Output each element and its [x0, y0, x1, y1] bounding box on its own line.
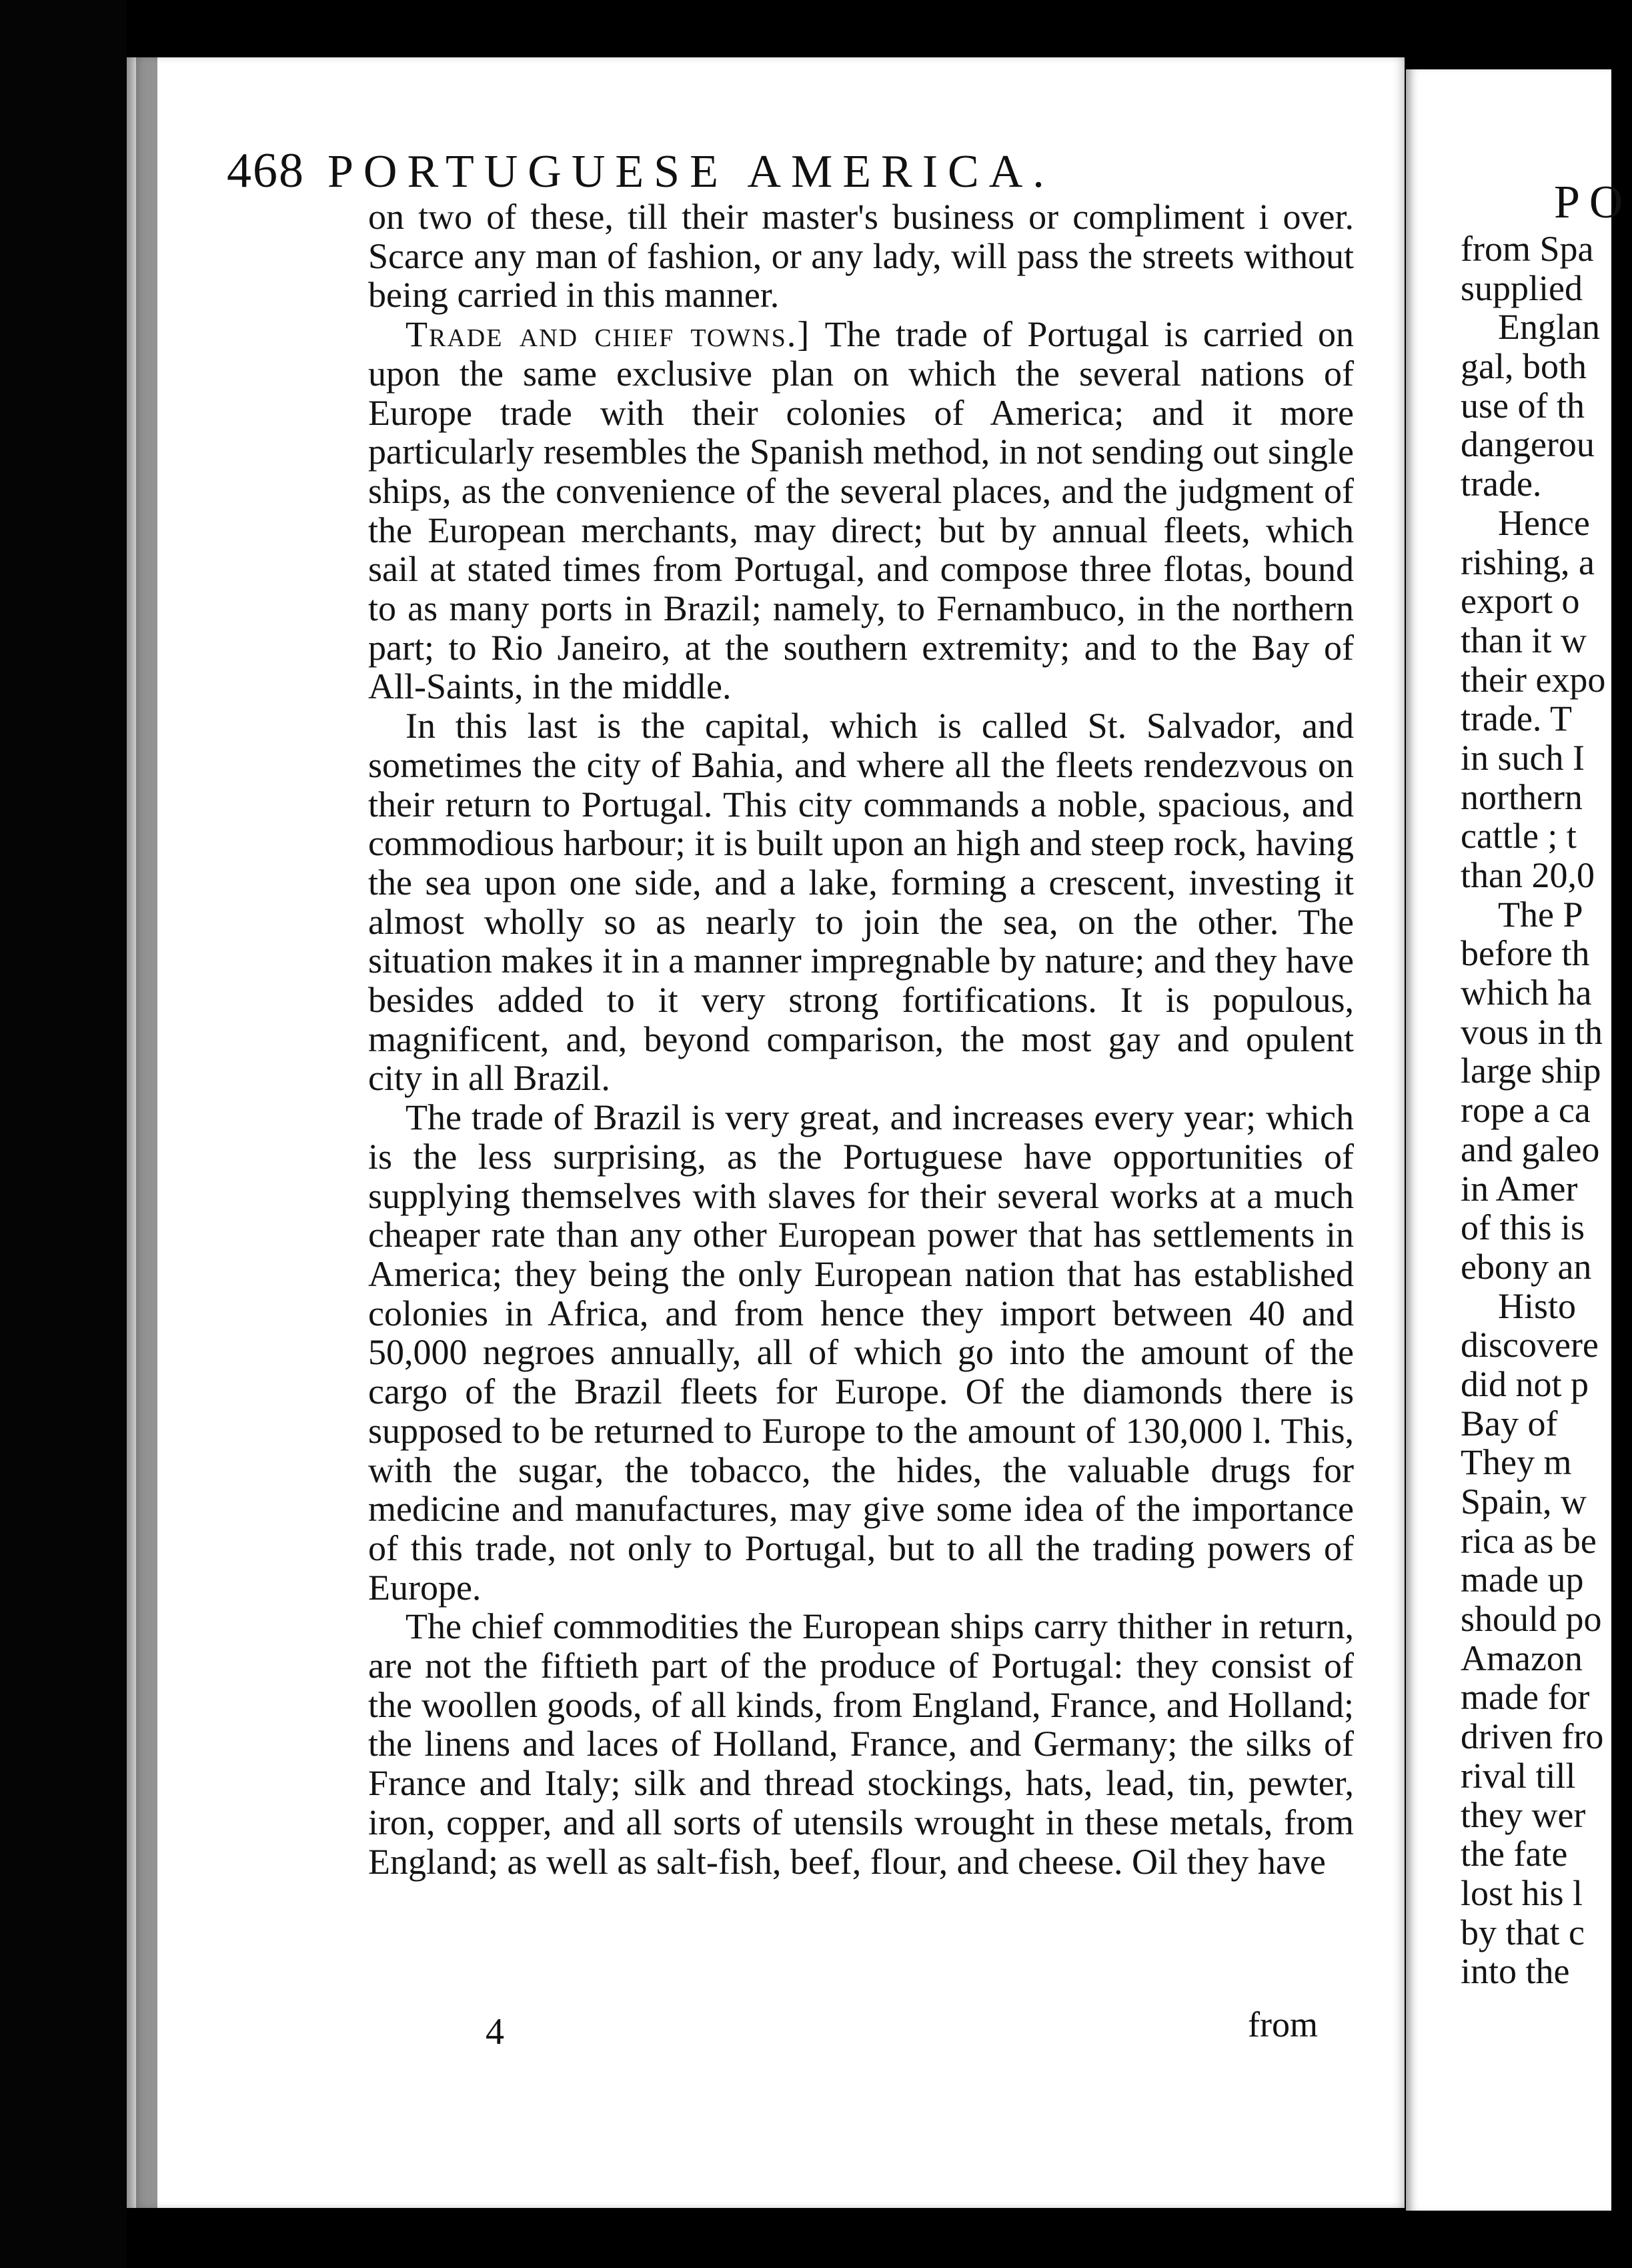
right-page-line: rival till — [1461, 1755, 1576, 1796]
paragraph-text: In this last is the capital, which is called St. Salvador, and sometimes the city of Bahia, and where all the fleets rendezvous on their return to Portugal. This city commands a noble, spacious, and commodious harbour; it is built upon an high and steep rock, having the sea upon one side, and a lake, forming a crescent, investing it almost wholly so as nearly to join the sea, on the other. The situation makes it in a manner impregnable by nature; and they have besides added to it very strong fortifications. It is populous, magnificent, and, beyond comparison, the most gay and opulent city in all Brazil. — [368, 706, 1354, 1099]
paragraph-commodities — [368, 1607, 1354, 1881]
right-page-line: Hence — [1498, 502, 1590, 543]
right-page-line: the fate — [1461, 1834, 1568, 1874]
right-page-line: and galeo — [1461, 1129, 1600, 1169]
paragraph-brazil-trade — [368, 1098, 1354, 1607]
right-page-line: rica as be — [1461, 1520, 1597, 1561]
right-page-line: gal, both — [1461, 346, 1587, 387]
scanner-background-left — [0, 0, 127, 2268]
paragraph-text: The chief commodities the European ships carry thither in return, are not the fiftieth part of the produce of Portugal: they consist of the woollen goods, of all kinds, from England, France, and Holland; the linens and laces of Holland, France, and Germany; the silks of France and Italy; silk and thread stockings, hats, lead, tin, pewter, iron, copper, and all sorts of utensils wrought in these metals, from England; as well as salt-fish, beef, flour, and cheese. Oil they have — [368, 1606, 1354, 1882]
right-page-line: by that c — [1461, 1912, 1585, 1952]
right-page-line: rope a ca — [1461, 1090, 1591, 1131]
section-heading: Trade and chief towns.] — [405, 314, 811, 355]
right-page-line: use of th — [1461, 385, 1585, 426]
right-running-title: PO — [1554, 177, 1632, 228]
right-page-line: into the — [1461, 1951, 1570, 1992]
right-page-line: dangerou — [1461, 424, 1595, 465]
right-page-line: which ha — [1461, 973, 1592, 1013]
right-page-line: in such I — [1461, 737, 1585, 778]
right-page-line: cattle ; t — [1461, 816, 1577, 857]
right-page-line: than it w — [1461, 620, 1587, 660]
right-page-line: should po — [1461, 1599, 1602, 1640]
right-page-line: than 20,0 — [1461, 855, 1595, 895]
running-title: PORTUGUESE AMERICA. — [327, 146, 1054, 197]
signature-mark: 4 — [486, 2011, 504, 2053]
right-page-line: They m — [1461, 1442, 1572, 1483]
right-page-line: of this is — [1461, 1207, 1585, 1248]
right-page — [1406, 69, 1632, 2211]
right-page-line: large ship — [1461, 1051, 1601, 1091]
right-page-line: vous in th — [1461, 1011, 1603, 1052]
paragraph-capital — [368, 706, 1354, 1098]
right-page-line: Spain, w — [1461, 1482, 1587, 1522]
page-number: 468 — [227, 143, 305, 198]
right-page-line: before th — [1461, 933, 1590, 974]
right-page-line: discovere — [1461, 1325, 1599, 1365]
paragraph-text: The trade of Portugal is carried on upon the same exclusive plan on which the several nations of Europe trade with their colonies of America; and it more particularly resembles the Spanish method, in not sending out single ships, as the convenience of the several places, and the judgment of the European merchants, may direct; but by annual fleets, which sail at stated times from Portugal, and compose three flotas, bound to as many ports in Brazil; namely, to Fernambuco, in the northern part; to Rio Janeiro, at the southern extremity; and to the Bay of All-Saints, in the middle. — [368, 314, 1354, 707]
right-page-line: northern — [1461, 776, 1583, 817]
right-page-line: did not p — [1461, 1363, 1589, 1404]
right-page-line: in Amer — [1461, 1168, 1578, 1209]
right-page-line: The P — [1498, 894, 1583, 935]
right-page-line: export o — [1461, 581, 1580, 622]
binding-shadow — [136, 57, 157, 2208]
catchword: from — [1248, 2005, 1318, 2045]
right-page-line: made up — [1461, 1560, 1584, 1600]
body-text — [368, 197, 1354, 1881]
paragraph-text: on two of these, till their master's business or compliment i over. Scarce any man of fashion, or any lady, will pass the streets without being carried in this manner. — [368, 197, 1354, 316]
right-page-line: Bay of — [1461, 1403, 1558, 1444]
right-page-line: from Spa — [1461, 229, 1594, 269]
right-page-line: driven fro — [1461, 1716, 1604, 1757]
right-page-line: Englan — [1498, 307, 1600, 348]
paragraph-continuation — [368, 197, 1354, 315]
right-page-line: trade. T — [1461, 698, 1572, 739]
right-page-line: they wer — [1461, 1794, 1586, 1835]
right-page-line: their expo — [1461, 659, 1606, 700]
right-page-line: ebony an — [1461, 1246, 1592, 1287]
right-page-text — [1461, 229, 1605, 1991]
right-page-line: made for — [1461, 1677, 1590, 1718]
right-page-line: Histo — [1498, 1285, 1577, 1326]
right-page-line: lost his l — [1461, 1872, 1583, 1913]
right-page-line: supplied — [1461, 267, 1583, 308]
right-page-line: Amazon — [1461, 1638, 1583, 1678]
paragraph-trade — [368, 315, 1354, 706]
right-page-line: rishing, a — [1461, 542, 1595, 582]
paragraph-text: The trade of Brazil is very great, and increases every year; which is the less surprising, as the Portuguese have opportunities of supplying themselves with slaves for their several works at a much cheaper rate than any other European power that has settlements in America; they being the only European nation that has established colonies in Africa, and from hence they import between 40 and 50,000 negroes annually, all of which go into the amount of the cargo of the Brazil fleets for Europe. Of the diamonds there is supposed to be returned to Europe to the amount of 130,000 l. This, with the sugar, the tobacco, the hides, the valuable drugs for medicine and manufactures, may give some idea of the importance of this trade, not only to Portugal, but to all the trading powers of Europe. — [368, 1097, 1354, 1608]
right-page-line: trade. — [1461, 464, 1542, 504]
